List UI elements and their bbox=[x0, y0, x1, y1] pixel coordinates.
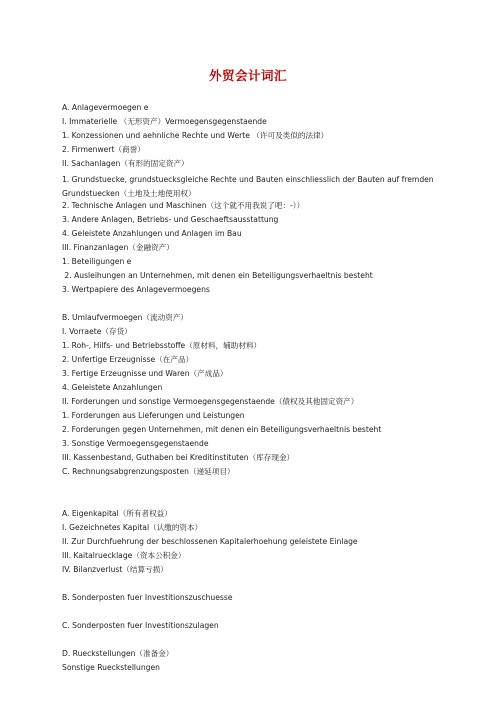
line-securities: 3. Wertpapiere des Anlagevermoegens bbox=[62, 285, 210, 294]
line-affiliate-receivables: 2. Forderungen gegen Unternehmen, mit denen ein Beteiligungsverhaeltnis besteht bbox=[62, 425, 382, 434]
line-other-assets: 3. Sonstige Vermoegensgegenstaende bbox=[62, 439, 209, 448]
line-receivables: II. Forderungen und sonstige Vermoegensgegenstaende（债权及其他固定资产） bbox=[62, 397, 359, 406]
line-wip: 2. Unfertige Erzeugnisse（在产品） bbox=[62, 355, 194, 364]
line-finished-goods: 3. Fertige Erzeugnisse und Waren（产成品） bbox=[62, 369, 228, 378]
line-financial-assets: III. Finanzanlagen（金融资产） bbox=[62, 243, 174, 252]
line-raw-materials: 1. Roh-, Hilfs- und Betriebsstoffe（原材料，辅助材料） bbox=[62, 341, 262, 350]
line-loans: 2. Ausleihungen an Unternehmen, mit denen ein Beteiligungsverhaeltnis besteht bbox=[62, 271, 373, 280]
line-cash: III. Kassenbestand, Guthaben bei Kreditinstituten（库存现金） bbox=[62, 453, 295, 462]
line-participations: 1. Beteiligungen e bbox=[62, 257, 132, 266]
line-capital-reserve: III. Kaitalruecklage（资本公积金） bbox=[62, 551, 186, 560]
section-a-assets: A. Anlagevermoegen e bbox=[62, 103, 149, 112]
section-c-deferrals: C. Rechnungsabgrenzungsposten（递延项目） bbox=[62, 467, 235, 476]
section-b-investment-grants: B. Sonderposten fuer Investitionszuschuesse bbox=[62, 593, 233, 602]
line-advance-payments: 4. Geleistete Anzahlungen und Anlagen im Bau bbox=[62, 229, 242, 238]
line-payments-made: 4. Geleistete Anzahlungen bbox=[62, 383, 163, 392]
line-inventory: I. Vorraete（存货） bbox=[62, 327, 132, 336]
line-immaterial: I. Immaterielle （无形资产）Vermoegensgegenstaende bbox=[62, 117, 267, 126]
line-concessions: 1. Konzessionen und aehnliche Rechte und Werte （许可及类似的法律） bbox=[62, 131, 329, 140]
line-balance-loss: IV. Bilanzverlust（结算亏损） bbox=[62, 565, 168, 574]
section-b-current-assets: B. Umlaufvermoegen（流动资产） bbox=[62, 313, 188, 322]
section-a-equity: A. Eigenkapital（所有者权益） bbox=[62, 509, 172, 518]
line-other-equipment: 3. Andere Anlagen, Betriebs- und Geschaeftsausstattung bbox=[62, 215, 279, 224]
line-subscribed-capital: I. Gezeichnetes Kapital（认缴的资本） bbox=[62, 523, 203, 532]
section-c-investment-allowances: C. Sonderposten fuer Investitionszulagen bbox=[62, 621, 219, 630]
page-title: 外贸会计词汇 bbox=[208, 68, 287, 83]
line-capital-increase: II. Zur Durchfuehrung der beschlossenen Kapitalerhoehung geleistete Einlage bbox=[62, 537, 358, 546]
line-trade-receivables: 1. Forderungen aus Lieferungen und Leistungen bbox=[62, 411, 245, 420]
line-other-provisions: Sonstige Rueckstellungen bbox=[62, 663, 160, 672]
line-goodwill: 2. Firmenwert（商誉） bbox=[62, 145, 145, 154]
section-d-provisions: D. Rueckstellungen（准备金） bbox=[62, 649, 174, 658]
line-land: 1. Grundstuecke, grundstuecksgleiche Rechte und Bauten einschliesslich der Bauten auf fremden Grundstuecken（土地及土地使用权） bbox=[62, 175, 434, 198]
line-machinery: 2. Technische Anlagen und Maschinen（这个就不用我说了吧：-）） bbox=[62, 201, 305, 210]
line-tangible-assets: II. Sachanlagen（有形的固定资产） bbox=[62, 159, 189, 168]
